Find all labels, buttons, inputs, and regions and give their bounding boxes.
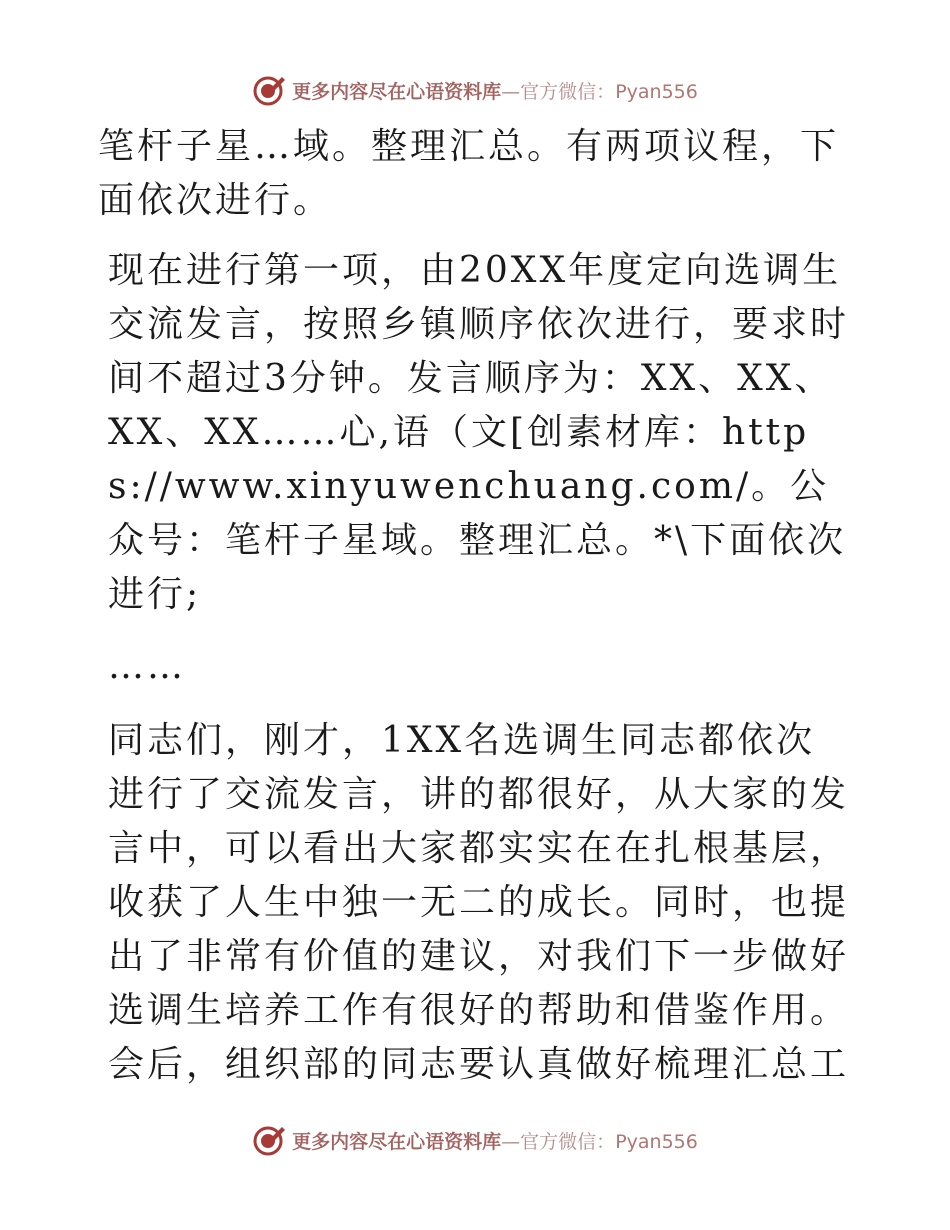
paragraph-ellipsis: …… (108, 646, 186, 687)
paragraph-3: 同志们，刚才，1XX名选调生同志都依次进行了交流发言，讲的都很好，从大家的发言中，可以看出大家都实实在在扎根基层，收获了人生中独一无二的成长。同时，也提出了非常有价值的建议，对我们下一步做好选调生培养工作有很好的帮助和借鉴作用。会后，组织部的同志要认真做好梳理汇总工 (108, 720, 850, 1085)
banner-wechat-id: Pyan556 (615, 80, 698, 103)
footer-banner-wechat-id: Pyan556 (615, 1130, 698, 1153)
document-body (98, 120, 853, 1092)
banner-main-text: 更多内容尽在心语资料库 (292, 80, 502, 103)
paragraph-1: 笔杆子星…域。整理汇总。有两项议程，下面依次进行。 (98, 126, 840, 221)
footer-banner (0, 1120, 950, 1160)
header-banner (0, 70, 950, 110)
pen-logo-icon (252, 73, 286, 107)
footer-banner-separator: — (501, 1130, 521, 1153)
footer-banner-main-text: 更多内容尽在心语资料库 (292, 1130, 502, 1153)
banner-wechat-label: 官方微信： (520, 80, 616, 103)
paragraph-2: 现在进行第一项，由20XX年度定向选调生交流发言，按照乡镇顺序依次进行，要求时间不超过3分钟。发言顺序为：XX、XX、XX、XX……心,语（文[创素材库：https://www.xinyuwenchuang.com/。公众号：笔杆子星域。整理汇总。*\下面依次进行; (108, 250, 850, 615)
pen-logo-icon (252, 1123, 286, 1157)
footer-banner-wechat-label: 官方微信： (520, 1130, 616, 1153)
banner-separator: — (501, 80, 521, 103)
